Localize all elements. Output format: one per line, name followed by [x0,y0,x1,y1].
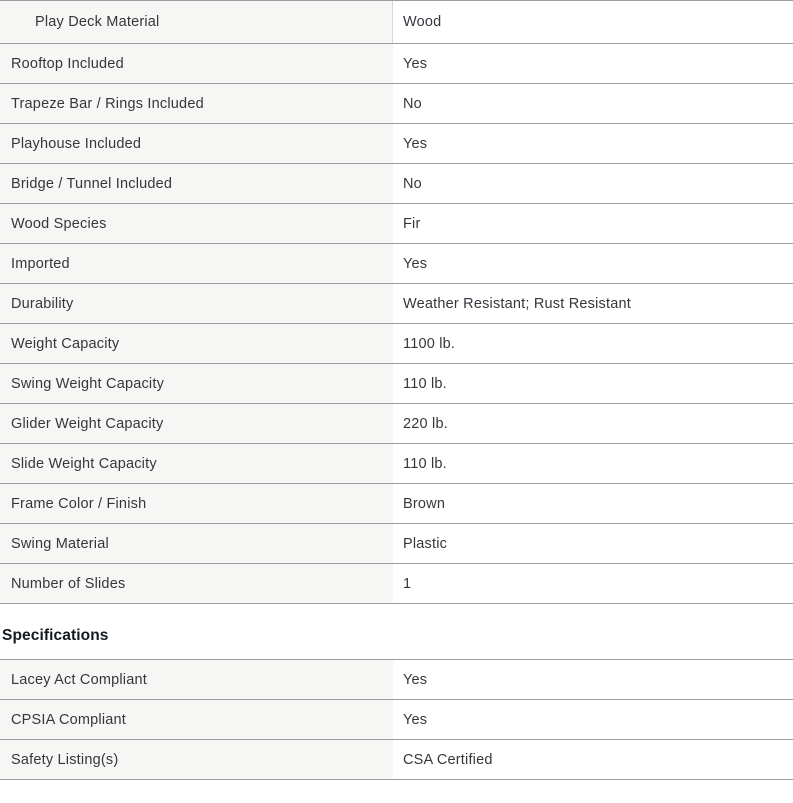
spec-value: Brown [393,484,793,523]
spec-label: Play Deck Material [0,1,393,43]
table-row [0,364,793,404]
spec-value: Plastic [393,524,793,563]
spec-value: Yes [393,660,793,699]
table-row [0,124,793,164]
table-row [0,564,793,604]
table-row [0,660,793,700]
spec-value: Yes [393,124,793,163]
spec-label: Wood Species [0,204,393,243]
spec-value: 110 lb. [393,444,793,483]
spec-label: Lacey Act Compliant [0,660,393,699]
table-row [0,740,793,780]
specifications-heading: Specifications [2,627,109,644]
spec-label: Bridge / Tunnel Included [0,164,393,203]
spec-value: 110 lb. [393,364,793,403]
table-row [0,44,793,84]
spec-label: Safety Listing(s) [0,740,393,779]
spec-label: Rooftop Included [0,44,393,83]
table-row [0,204,793,244]
spec-label: Glider Weight Capacity [0,404,393,443]
spec-label: CPSIA Compliant [0,700,393,739]
spec-value: No [393,84,793,123]
spec-label: Swing Weight Capacity [0,364,393,403]
table-row [0,244,793,284]
spec-label: Frame Color / Finish [0,484,393,523]
spec-value: Yes [393,700,793,739]
spec-label: Slide Weight Capacity [0,444,393,483]
spec-label: Durability [0,284,393,323]
table-row [0,484,793,524]
spec-value: No [393,164,793,203]
table-row [0,444,793,484]
spec-label: Swing Material [0,524,393,563]
spec-value: CSA Certified [393,740,793,779]
spec-value: 1100 lb. [393,324,793,363]
table-row [0,284,793,324]
spec-value: Yes [393,244,793,283]
specifications-table [0,659,793,780]
spec-value: 220 lb. [393,404,793,443]
spec-label: Playhouse Included [0,124,393,163]
spec-value: Weather Resistant; Rust Resistant [393,284,793,323]
spec-label: Trapeze Bar / Rings Included [0,84,393,123]
table-row [0,324,793,364]
spec-label: Weight Capacity [0,324,393,363]
table-row [0,164,793,204]
table-row [0,1,793,44]
spec-value: Fir [393,204,793,243]
table-row [0,700,793,740]
table-row [0,84,793,124]
spec-value: Wood [393,1,793,43]
table-row [0,404,793,444]
spec-label: Number of Slides [0,564,393,603]
spec-value: Yes [393,44,793,83]
spec-value: 1 [393,564,793,603]
spec-label: Imported [0,244,393,283]
table-row [0,524,793,564]
